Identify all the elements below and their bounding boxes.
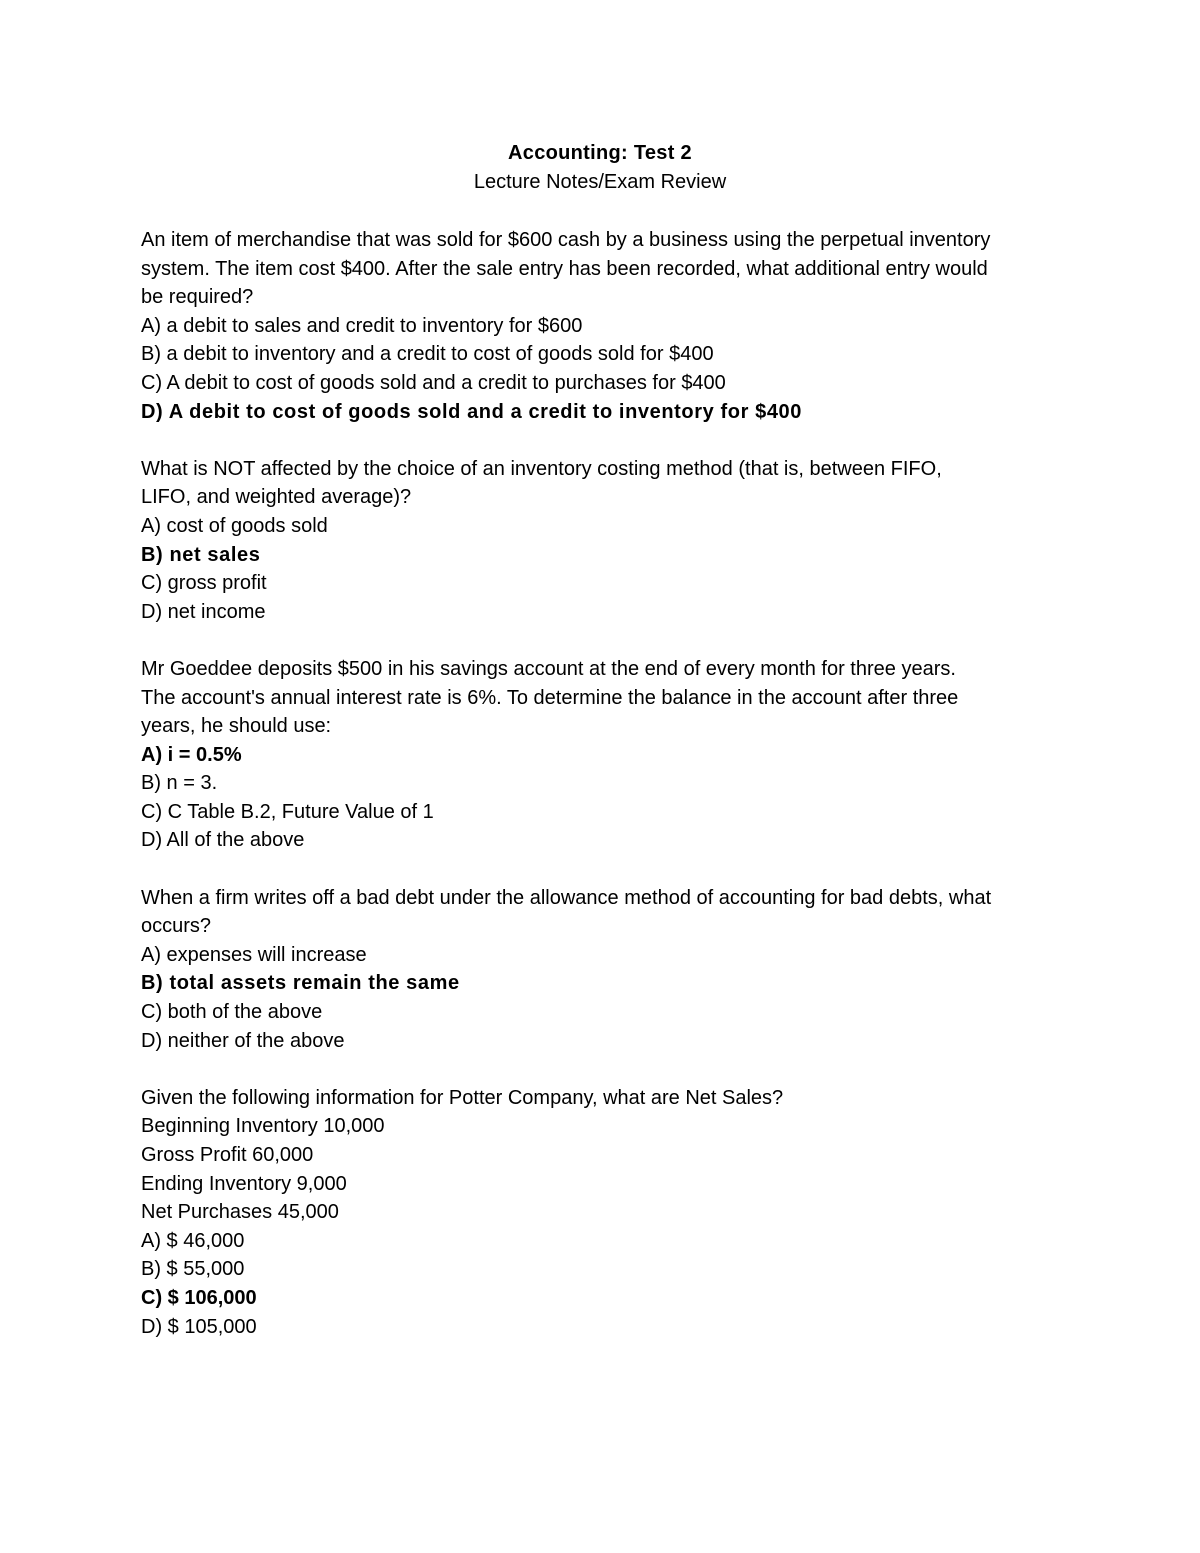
answer-option: B) a debit to inventory and a credit to cost of goods sold for $400 (141, 343, 714, 366)
answer-option: D) neither of the above (141, 1029, 345, 1052)
question-text: Mr Goeddee deposits $500 in his savings account at the end of every month for three years. (141, 657, 956, 680)
question-3 (141, 655, 1071, 855)
answer-option: B) $ 55,000 (141, 1258, 245, 1281)
correct-answer-option: B) total assets remain the same (141, 972, 460, 995)
answer-option: A) expenses will increase (141, 943, 367, 966)
question-5 (141, 1084, 1071, 1341)
answer-option: C) both of the above (141, 1001, 323, 1024)
question-text: LIFO, and weighted average)? (141, 486, 412, 509)
answer-option: A) $ 46,000 (141, 1229, 245, 1252)
given-info-line: Ending Inventory 9,000 (141, 1172, 347, 1195)
correct-answer-option: A) i = 0.5% (141, 743, 242, 766)
answer-option: D) net income (141, 600, 266, 623)
answer-option: D) All of the above (141, 829, 305, 852)
answer-option: A) cost of goods sold (141, 514, 328, 537)
answer-option: B) n = 3. (141, 772, 218, 795)
question-text: When a firm writes off a bad debt under the allowance method of accounting for bad debts, what (141, 886, 992, 909)
correct-answer-option: D) A debit to cost of goods sold and a credit to inventory for $400 (141, 400, 803, 423)
question-2 (141, 455, 1071, 627)
given-info-line: Net Purchases 45,000 (141, 1201, 339, 1224)
question-text: What is NOT affected by the choice of an inventory costing method (that is, between FIFO, (141, 457, 942, 480)
question-text: occurs? (141, 915, 212, 938)
question-text: be required? (141, 286, 254, 309)
document-subtitle: Lecture Notes/Exam Review (473, 171, 727, 193)
document-body (141, 226, 1071, 1370)
question-1 (141, 226, 1071, 426)
answer-option: C) A debit to cost of goods sold and a credit to purchases for $400 (141, 371, 726, 394)
question-text: system. The item cost $400. After the sale entry has been recorded, what additional entry would (141, 257, 988, 280)
correct-answer-option: C) $ 106,000 (141, 1286, 257, 1309)
question-text: An item of merchandise that was sold for $600 cash by a business using the perpetual inventory (141, 229, 991, 251)
given-info-line: Beginning Inventory 10,000 (141, 1115, 385, 1138)
given-info-line: Gross Profit 60,000 (141, 1144, 314, 1166)
answer-option: D) $ 105,000 (141, 1315, 257, 1338)
question-text: The account's annual interest rate is 6%. To determine the balance in the account after three (141, 686, 959, 709)
question-4 (141, 884, 1071, 1056)
correct-answer-option: B) net sales (141, 543, 261, 566)
question-text: years, he should use: (141, 715, 332, 738)
answer-option: C) C Table B.2, Future Value of 1 (141, 800, 434, 823)
document-title: Accounting: Test 2 (508, 142, 692, 164)
answer-option: A) a debit to sales and credit to inventory for $600 (141, 314, 583, 337)
answer-option: C) gross profit (141, 572, 267, 595)
question-text: Given the following information for Potter Company, what are Net Sales? (141, 1086, 784, 1109)
